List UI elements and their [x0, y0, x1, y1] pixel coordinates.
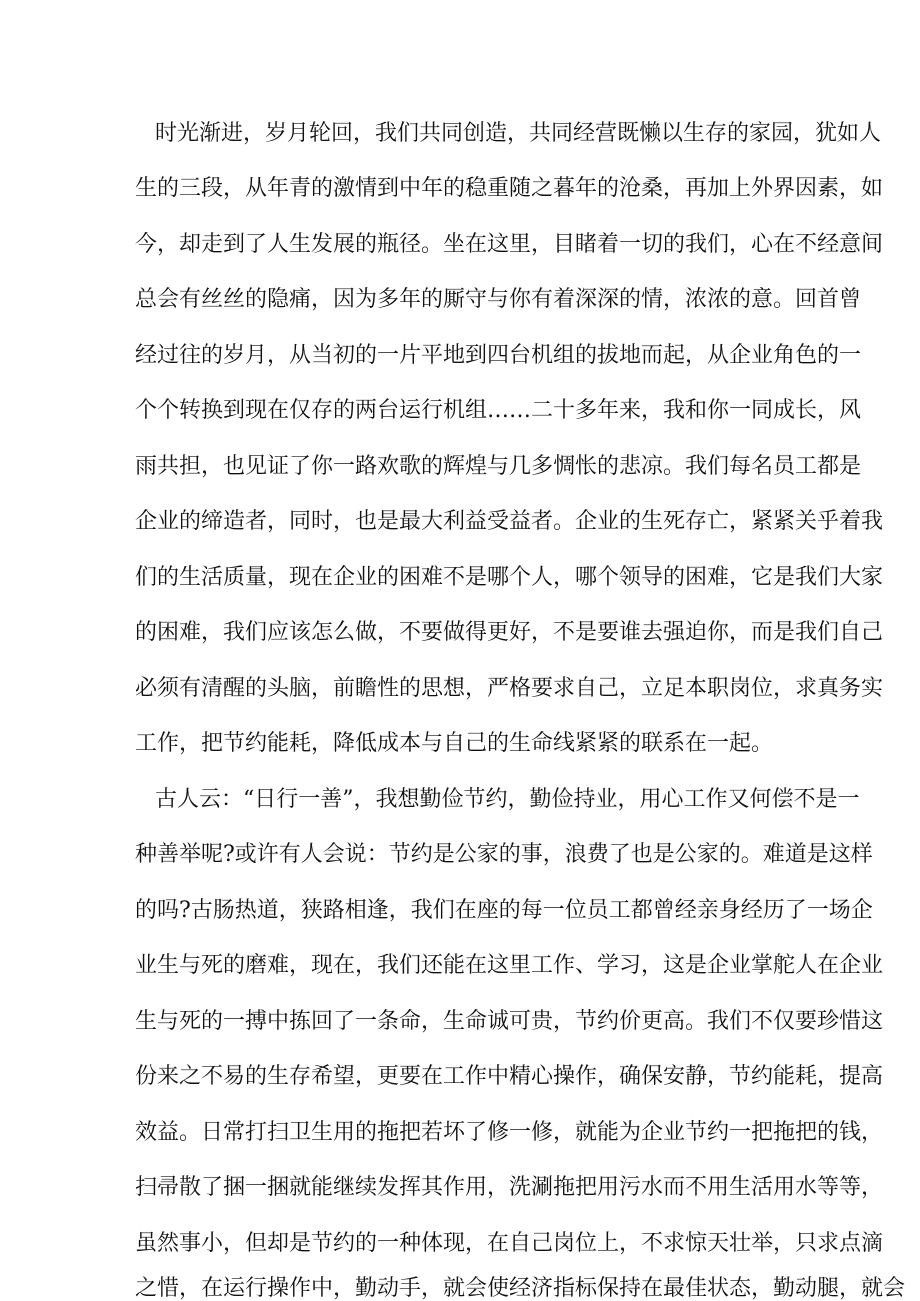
paragraph-2-line-3: 的吗?古肠热道，狭路相逢，我们在座的每一位员工都曾经亲身经历了一场企 [135, 898, 873, 923]
paragraph-2-line-10: 之惜，在运行操作中，勤动手，就会使经济指标保持在最佳状态，勤动腿，就会 [135, 1276, 906, 1301]
paragraph-1-line-10: 的困难，我们应该怎么做，不要做得更好，不是要谁去强迫你，而是我们自己 [135, 620, 884, 645]
paragraph-1-line-1: 时光渐进，岁月轮回，我们共同创造，共同经营既懒以生存的家园，犹如人 [155, 121, 882, 146]
paragraph-1-line-3: 今，却走到了人生发展的瓶径。坐在这里，目睹着一切的我们，心在不经意间 [135, 232, 884, 257]
paragraph-1-line-8: 企业的缔造者，同时，也是最大利益受益者。企业的生死存亡，紧紧关乎着我 [135, 509, 884, 534]
paragraph-2-line-2: 种善举呢?或许有人会说：节约是公家的事，浪费了也是公家的。难道是这样 [135, 842, 873, 867]
paragraph-1-line-9: 们的生活质量，现在企业的困难不是哪个人，哪个领导的困难，它是我们大家 [135, 565, 884, 590]
paragraph-1-line-4: 总会有丝丝的隐痛，因为多年的厮守与你有着深深的情，浓浓的意。回首曾 [135, 287, 862, 312]
paragraph-2-line-5: 生与死的一搏中拣回了一条命，生命诚可贵，节约价更高。我们不仅要珍惜这 [135, 1009, 884, 1034]
paragraph-2-line-7: 效益。日常打扫卫生用的拖把若坏了修一修，就能为企业节约一把拖把的钱， [135, 1120, 884, 1145]
paragraph-2-line-9: 虽然事小，但却是节约的一种体现，在自己岗位上，不求惊天壮举，只求点滴 [135, 1231, 884, 1256]
paragraph-1-line-7: 雨共担，也见证了你一路欢歌的辉煌与几多惆怅的悲凉。我们每名员工都是 [135, 454, 862, 479]
paragraph-2-line-6: 份来之不易的生存希望，更要在工作中精心操作，确保安静，节约能耗，提高 [135, 1064, 884, 1089]
paragraph-1-line-12: 工作，把节约能耗，降低成本与自己的生命线紧紧的联系在一起。 [135, 731, 774, 756]
paragraph-1-line-11: 必须有清醒的头脑，前瞻性的思想，严格要求自己，立足本职岗位，求真务实 [135, 676, 884, 701]
paragraph-2-line-4: 业生与死的磨难，现在，我们还能在这里工作、学习，这是企业掌舵人在企业 [135, 953, 884, 978]
paragraph-1-line-5: 经过往的岁月，从当初的一片平地到四台机组的拔地而起，从企业角色的一 [135, 343, 862, 368]
paragraph-2-line-1: 古人云：“日行一善”，我想勤俭节约，勤俭持业，用心工作又何偿不是一 [155, 787, 860, 812]
paragraph-1-line-2: 生的三段，从年青的激情到中年的稳重随之暮年的沧桑，再加上外界因素，如 [135, 176, 884, 201]
paragraph-2-line-8: 扫帚散了捆一捆就能继续发挥其作用，洗涮拖把用污水而不用生活用水等等， [135, 1175, 884, 1200]
paragraph-1-line-6: 个个转换到现在仅存的两台运行机组……二十多年来，我和你一同成长，风 [135, 398, 862, 423]
